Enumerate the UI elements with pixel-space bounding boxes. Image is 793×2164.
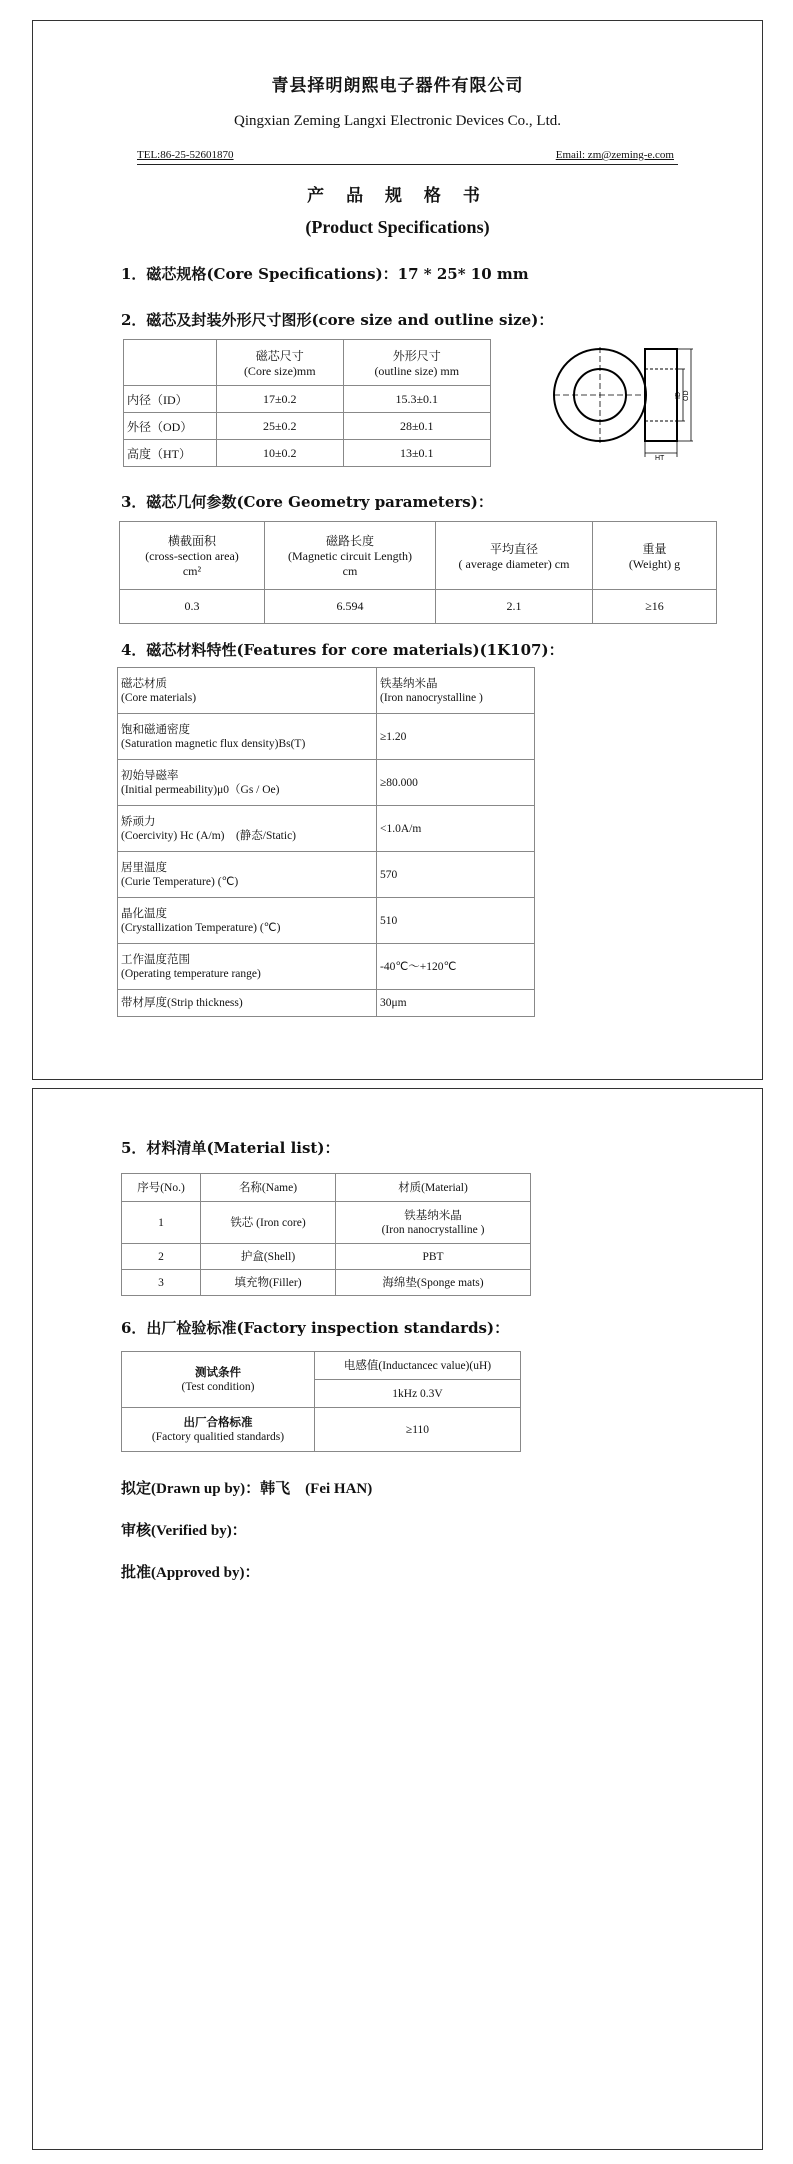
size-outline-value: 13±0.1 — [343, 440, 490, 467]
size-outline-value: 15.3±0.1 — [343, 386, 490, 413]
ht-label: HT — [655, 455, 665, 462]
feature-row — [118, 990, 535, 1017]
size-table-header-core: 磁芯尺寸 (Core size)mm — [217, 340, 344, 386]
size-table-row — [124, 440, 491, 467]
geom-diameter-value: 2.1 — [436, 590, 593, 624]
feature-name: 磁芯材质 (Core materials) — [118, 668, 377, 714]
material-row — [122, 1202, 531, 1244]
geom-values-row — [120, 590, 717, 624]
feature-value: 510 — [377, 898, 535, 944]
feature-name: 居里温度 (Curie Temperature) (℃) — [118, 852, 377, 898]
material-no: 1 — [122, 1202, 201, 1244]
header-divider — [137, 164, 678, 165]
feature-value: 570 — [377, 852, 535, 898]
feature-value: 铁基纳米晶 (Iron nanocrystalline ) — [377, 668, 535, 714]
geom-header-length: 磁路长度 (Magnetic circuit Length) cm — [265, 522, 436, 590]
company-email: Email: zm@zeming-e.com — [555, 149, 674, 161]
feature-name: 带材厚度(Strip thickness) — [118, 990, 377, 1017]
spec-page-2 — [32, 1088, 763, 2150]
material-no: 3 — [122, 1270, 201, 1296]
material-value: 海绵垫(Sponge mats) — [336, 1270, 531, 1296]
id-label: ID — [675, 392, 682, 399]
size-table — [123, 339, 491, 467]
size-core-value: 17±0.2 — [217, 386, 344, 413]
material-value: 铁基纳米晶 (Iron nanocrystalline ) — [336, 1202, 531, 1244]
size-label: 高度（HT） — [124, 440, 217, 467]
feature-value: 30μm — [377, 990, 535, 1017]
feature-name: 工作温度范围 (Operating temperature range) — [118, 944, 377, 990]
geom-weight-value: ≥16 — [593, 590, 717, 624]
material-row — [122, 1244, 531, 1270]
geom-area-value: 0.3 — [120, 590, 265, 624]
feature-value: -40℃～+120℃ — [377, 944, 535, 990]
size-label: 外径（OD） — [124, 413, 217, 440]
spec-page-1 — [32, 20, 763, 1080]
od-label: OD — [683, 390, 690, 401]
feature-value: ≥1.20 — [377, 714, 535, 760]
material-list-table — [121, 1173, 531, 1296]
doc-subtitle: (Product Specifications) — [305, 217, 490, 237]
feature-row — [118, 852, 535, 898]
size-core-value: 10±0.2 — [217, 440, 344, 467]
feature-row — [118, 714, 535, 760]
material-header-no: 序号(No.) — [122, 1174, 201, 1202]
drawn-up-by: 拟定(Drawn up by)：韩飞 (Fei HAN) — [121, 1481, 373, 1497]
inspection-table — [121, 1351, 521, 1452]
size-table-row — [124, 413, 491, 440]
test-condition-label: 测试条件 (Test condition) — [122, 1352, 315, 1408]
material-name: 填充物(Filler) — [201, 1270, 336, 1296]
verified-by: 审核(Verified by)： — [121, 1523, 247, 1539]
material-features-table — [117, 667, 535, 1017]
material-no: 2 — [122, 1244, 201, 1270]
material-name: 护盒(Shell) — [201, 1244, 336, 1270]
geom-length-value: 6.594 — [265, 590, 436, 624]
section-1-heading: 1．磁芯规格(Core Specifications)：17 * 25* 10 mm — [121, 265, 529, 283]
section-3-heading: 3．磁芯几何参数(Core Geometry parameters)： — [121, 493, 493, 511]
material-name: 铁芯 (Iron core) — [201, 1202, 336, 1244]
size-table-corner — [124, 340, 217, 386]
geom-header-area: 横截面积 (cross-section area) cm² — [120, 522, 265, 590]
inductance-header: 电感值(Inductancec value)(uH) — [315, 1352, 521, 1380]
side-profile — [645, 349, 677, 441]
test-frequency: 1kHz 0.3V — [315, 1380, 521, 1408]
feature-row — [118, 760, 535, 806]
feature-name: 初始导磁率 (Initial permeability)μ0（Gs / Oe) — [118, 760, 377, 806]
section-2-heading: 2．磁芯及封装外形尺寸图形(core size and outline size)： — [121, 311, 554, 329]
feature-row — [118, 944, 535, 990]
company-name-en: Qingxian Zeming Langxi Electronic Devices Co., Ltd. — [234, 113, 561, 129]
size-table-row — [124, 386, 491, 413]
doc-title: 产 品 规 格 书 — [307, 186, 488, 206]
factory-standard-label: 出厂合格标准 (Factory qualitied standards) — [122, 1408, 315, 1452]
geom-header-weight: 重量 (Weight) g — [593, 522, 717, 590]
geom-header-diameter: 平均直径 ( average diameter) cm — [436, 522, 593, 590]
core-outline-diagram — [545, 343, 695, 483]
section-5-heading: 5．材料清单(Material list)： — [121, 1139, 340, 1157]
feature-name: 矫顽力 (Coercivity) Hc (A/m) (静态/Static) — [118, 806, 377, 852]
material-header-material: 材质(Material) — [336, 1174, 531, 1202]
size-outline-value: 28±0.1 — [343, 413, 490, 440]
size-table-header-outline: 外形尺寸 (outline size) mm — [343, 340, 490, 386]
feature-row — [118, 806, 535, 852]
size-core-value: 25±0.2 — [217, 413, 344, 440]
section-6-heading: 6．出厂检验标准(Factory inspection standards)： — [121, 1319, 510, 1337]
material-row — [122, 1270, 531, 1296]
feature-value: ≥80.000 — [377, 760, 535, 806]
feature-name: 饱和磁通密度 (Saturation magnetic flux density)Bs(T) — [118, 714, 377, 760]
feature-row — [118, 898, 535, 944]
feature-value: <1.0A/m — [377, 806, 535, 852]
feature-name: 晶化温度 (Crystallization Temperature) (℃) — [118, 898, 377, 944]
feature-row — [118, 668, 535, 714]
material-value: PBT — [336, 1244, 531, 1270]
company-name-cn: 青县择明朗熙电子器件有限公司 — [271, 76, 524, 96]
section-4-heading: 4．磁芯材料特性(Features for core materials)(1K107)： — [121, 641, 564, 659]
approved-by: 批准(Approved by)： — [121, 1565, 260, 1581]
company-tel: TEL:86-25-52601870 — [137, 149, 234, 161]
geometry-table — [119, 521, 717, 624]
material-header-name: 名称(Name) — [201, 1174, 336, 1202]
factory-standard-value: ≥110 — [315, 1408, 521, 1452]
size-label: 内径（ID） — [124, 386, 217, 413]
